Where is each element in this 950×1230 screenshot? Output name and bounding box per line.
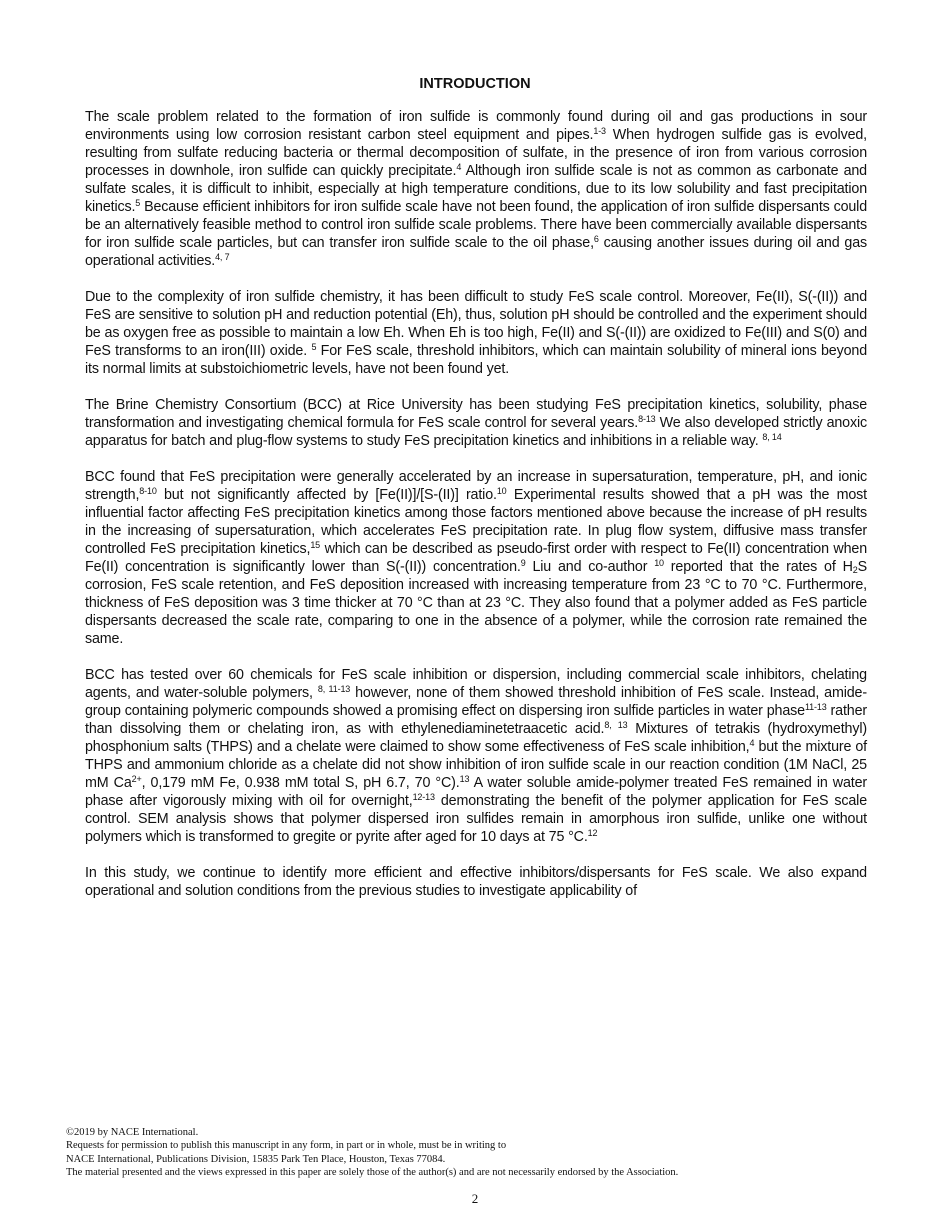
subscript: 2: [852, 565, 858, 575]
paragraph: [85, 396, 867, 450]
citation-superscript: 10: [654, 558, 664, 568]
citation-superscript: 4, 7: [215, 252, 230, 262]
paragraph: [85, 864, 867, 900]
text-run: reported that the rates of H: [663, 559, 853, 575]
citation-superscript: 15: [310, 540, 321, 550]
citation-superscript: 9: [520, 558, 526, 568]
text-run: BCC found that FeS precipitation were generally accelerated by an increase in supersaturation, temperature, pH, and ionic strength,: [85, 469, 867, 503]
citation-superscript: 8, 14: [762, 432, 782, 442]
text-run: Due to the complexity of iron sulfide chemistry, it has been difficult to study FeS scale control. Moreover, Fe(II), S(-(II)) and FeS are sensitive to solution pH and reduction potential (Eh), thus, solution pH should be controlled and the experiment should be as oxygen free as possible to maintain a low Eh. When Eh is too high, Fe(II) and S(-(II)) are oxidized to Fe(III) and S(0) and FeS transforms to an iron(III) oxide.: [85, 289, 867, 359]
paragraph: [85, 108, 867, 270]
text-run: S corrosion, FeS scale retention, and FeS deposition increased with increasing temperature from 23 °C to 70 °C. Furthermore, thickness of FeS deposition was 3 time thicker at 70 °C than at 23 °C. They also found that a polymer added as FeS particle dispersants decreased the scale rate, comparing to one in the absence of a polymer, while the corrosion rate remained the same.: [85, 559, 867, 647]
text-run: causing another issues during oil and gas operational activities.: [85, 235, 868, 269]
footer-line: The material presented and the views expressed in this paper are solely those of the author(s) and are not necessarily endorsed by the Association.: [66, 1167, 679, 1179]
text-run: In this study, we continue to identify more efficient and effective inhibitors/dispersants for FeS scale. We also expand operational and solution conditions from the previous studies to investigate applicability of: [85, 865, 867, 899]
citation-superscript: 11-13: [804, 702, 827, 712]
citation-superscript: 4: [456, 162, 462, 172]
citation-superscript: 12-13: [412, 792, 435, 802]
citation-superscript: 10: [496, 486, 507, 496]
citation-superscript: 13: [459, 774, 470, 784]
text-run: BCC has tested over 60 chemicals for FeS scale inhibition or dispersion, including commercial scale inhibitors, chelating agents, and water-soluble polymers,: [85, 667, 867, 701]
footer-line: ©2019 by NACE International.: [66, 1127, 199, 1138]
text-run: Because efficient inhibitors for iron sulfide scale have not been found, the application of iron sulfide dispersants could be an alternatively feasible method to control iron sulfide scale problems. There have been commercially available dispersants for iron sulfide scale particles, but can transfer iron sulfide scale to the oil phase,: [85, 199, 867, 251]
text-run: which can be described as pseudo-first order with respect to Fe(II) concentration when Fe(II) concentration is significantly lower than S(-(II)) concentration.: [85, 541, 867, 575]
paragraph: [85, 666, 867, 846]
text-run: but not significantly affected by [Fe(II)]/[S-(II)] ratio.: [156, 487, 497, 503]
body-text: [85, 108, 867, 918]
citation-superscript: 12: [587, 828, 598, 838]
text-run: Liu and co-author: [525, 559, 655, 575]
text-run: When hydrogen sulfide gas is evolved, resulting from sulfate reducing bacteria or thermal decomposition of sulfate, in the presence of iron from various corrosion processes in downhole, iron sulfide can quickly precipitate.: [85, 127, 867, 179]
text-run: The Brine Chemistry Consortium (BCC) at Rice University has been studying FeS precipitation kinetics, solubility, phase transformation and investigating chemical formula for FeS scale control for several years.: [85, 397, 867, 431]
text-run: A water soluble amide-polymer treated FeS remained in water phase after vigorously mixing with oil for overnight,: [85, 775, 867, 809]
citation-superscript: 1-3: [593, 126, 606, 136]
text-run: demonstrating the benefit of the polymer application for FeS scale control. SEM analysis shows that polymer dispersed iron sulfides remain in amorphous iron sulfide, unlike one without polymers which is transformed to gregite or pyrite after aged for 10 days at 75 °C.: [85, 793, 867, 845]
text-run: Experimental results showed that a pH was the most influential factor affecting FeS precipitation kinetics among those factors mentioned above because the increase of pH results in the increasing of supersaturation, which accelerates FeS precipitation rate. In plug flow system, diffusive mass transfer controlled FeS precipitation kinetics,: [85, 487, 867, 557]
text-run: but the mixture of THPS and ammonium chloride as a chelate did not show inhibition of iron sulfide scale in our reaction condition (1M NaCl, 25 mM Ca: [85, 739, 867, 791]
text-run: Although iron sulfide scale is not as common as carbonate and sulfate scales, it is difficult to inhibit, especially at high temperature conditions, due to its low solubility and fast precipitation kinetics.: [85, 163, 867, 215]
citation-superscript: 4: [749, 738, 755, 748]
text-run: however, none of them showed threshold inhibition of FeS scale. Instead, amide-group containing polymeric compounds showed a promising effect on dispersing iron sulfide particles in water phase: [85, 685, 867, 719]
copyright-footer: [66, 1126, 678, 1180]
citation-superscript: 2+: [131, 774, 142, 784]
citation-superscript: 6: [593, 234, 599, 244]
footer-line: NACE International, Publications Division, 15835 Park Ten Place, Houston, Texas 77084.: [66, 1153, 446, 1165]
text-run: Mixtures of tetrakis (hydroxymethyl) phosphonium salts (THPS) and a chelate were claimed to show some effectiveness of FeS scale inhibition,: [85, 721, 867, 755]
text-run: For FeS scale, threshold inhibitors, which can maintain solubility of mineral ions beyond its normal limits at substoichiometric levels, have not been found yet.: [85, 343, 867, 377]
text-run: We also developed strictly anoxic apparatus for batch and plug-flow systems to study FeS precipitation kinetics and inhibitions in a reliable way.: [85, 415, 868, 449]
text-run: The scale problem related to the formation of iron sulfide is commonly found during oil and gas productions in sour environments using low corrosion resistant carbon steel equipment and pipes.: [85, 109, 867, 143]
citation-superscript: 8, 11-13: [317, 684, 351, 694]
paragraph: [85, 288, 867, 378]
text-run: , 0,179 mM Fe, 0.938 mM total S, pH 6.7, 70 °C).: [141, 775, 460, 791]
text-run: rather than dissolving them or chelating iron, as with ethylenediaminetetraacetic acid.: [85, 703, 867, 737]
citation-superscript: 5: [311, 342, 317, 352]
citation-superscript: 8-10: [139, 486, 157, 496]
citation-superscript: 8-13: [638, 414, 656, 424]
citation-superscript: 8, 13: [604, 720, 628, 730]
citation-superscript: 5: [135, 198, 141, 208]
page-number: 2: [471, 1191, 479, 1206]
footer-line: Requests for permission to publish this manuscript in any form, in part or in whole, must be in writing to: [66, 1140, 507, 1152]
paragraph: [85, 468, 867, 648]
section-heading: INTRODUCTION: [419, 76, 531, 92]
